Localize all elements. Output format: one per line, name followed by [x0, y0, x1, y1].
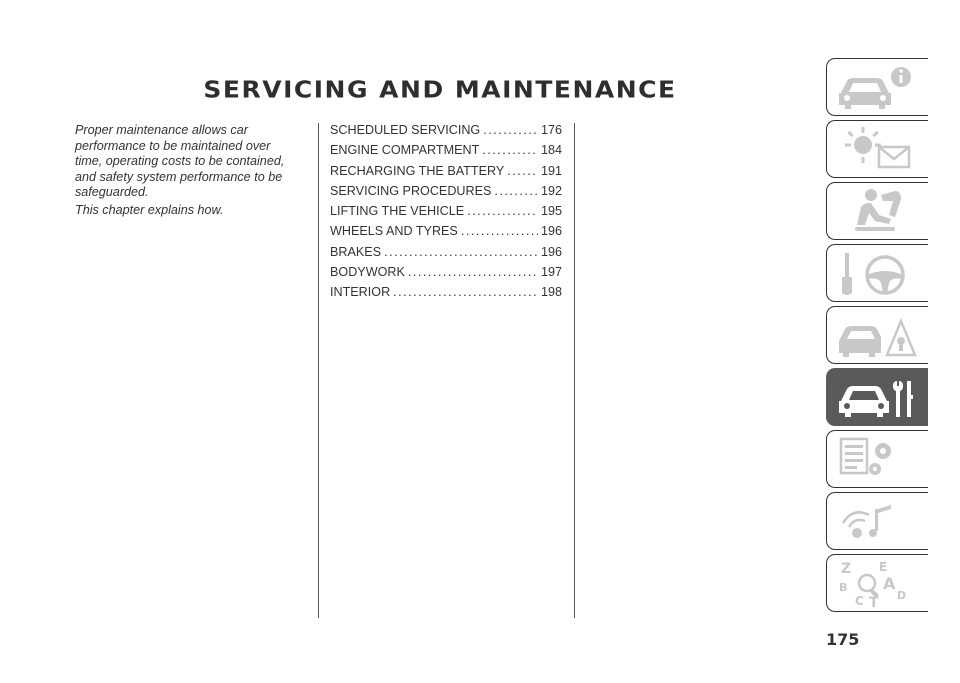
steering-key-icon	[835, 249, 919, 299]
tab-emergency[interactable]	[826, 306, 928, 364]
toc-entry[interactable]	[330, 184, 562, 204]
column-divider	[318, 123, 319, 618]
tab-warning-lights[interactable]	[826, 120, 928, 178]
toc-entry-label: LIFTING THE VEHICLE	[330, 204, 465, 219]
tab-servicing-maintenance[interactable]	[826, 368, 928, 426]
toc-entry-label: RECHARGING THE BATTERY	[330, 163, 505, 178]
tab-multimedia[interactable]	[826, 492, 928, 550]
toc-entry[interactable]	[330, 245, 562, 265]
column-divider	[574, 123, 575, 618]
technical-data-icon	[835, 435, 919, 485]
toc-entry[interactable]	[330, 224, 562, 244]
toc-entry-label: SCHEDULED SERVICING	[330, 123, 481, 137]
toc-entry[interactable]	[330, 164, 562, 184]
tab-starting-driving[interactable]	[826, 244, 928, 302]
svg-text:Z: Z	[841, 561, 852, 577]
multimedia-icon	[835, 497, 919, 547]
svg-text:C: C	[855, 594, 864, 608]
car-info-icon	[835, 63, 919, 113]
toc-entry[interactable]	[330, 123, 562, 143]
chapter-intro	[75, 123, 300, 221]
toc-leader	[393, 285, 538, 299]
index-icon	[835, 559, 919, 609]
toc-entry[interactable]	[330, 143, 562, 163]
toc-leader	[461, 224, 538, 238]
toc-leader	[507, 164, 538, 178]
toc-entry-page: 198	[540, 285, 562, 300]
toc-entry-label: BRAKES	[330, 244, 382, 259]
toc-leader	[483, 123, 538, 137]
toc-entry-page: 184	[540, 143, 562, 158]
toc-leader	[494, 184, 538, 198]
tab-car-info[interactable]	[826, 58, 928, 116]
toc-entry-page: 197	[540, 265, 562, 280]
toc-entry-page: 176	[540, 123, 562, 137]
emergency-icon	[835, 311, 919, 361]
intro-paragraph: This chapter explains how.	[75, 202, 224, 217]
toc-leader	[467, 204, 538, 218]
tab-index[interactable]	[826, 554, 928, 612]
seat-safety-icon	[835, 187, 919, 237]
svg-text:B: B	[839, 581, 848, 594]
table-of-contents	[330, 123, 562, 306]
car-maintenance-icon	[835, 373, 919, 423]
svg-text:A: A	[883, 574, 896, 593]
toc-entry-label: BODYWORK	[330, 265, 405, 280]
toc-entry-label: ENGINE COMPARTMENT	[330, 143, 480, 158]
toc-entry[interactable]	[330, 285, 562, 305]
toc-entry-label: SERVICING PROCEDURES	[330, 183, 492, 198]
toc-entry-page: 195	[540, 204, 562, 219]
tab-technical-data[interactable]	[826, 430, 928, 488]
toc-leader	[384, 245, 538, 259]
toc-leader	[482, 143, 538, 157]
page-number: 175	[826, 630, 860, 649]
page-title: SERVICING AND MAINTENANCE	[203, 75, 677, 103]
toc-entry-page: 192	[540, 183, 562, 198]
toc-entry[interactable]	[330, 265, 562, 285]
svg-text:D: D	[897, 589, 907, 602]
toc-entry-page: 191	[540, 163, 562, 178]
svg-text:T: T	[869, 595, 879, 609]
toc-entry-label: INTERIOR	[330, 285, 391, 300]
intro-paragraph: Proper maintenance allows car performance to be maintained over time, operating costs to be contained, and safety system performance to be safeguarded.	[75, 123, 285, 200]
toc-entry-page: 196	[540, 224, 562, 239]
warning-lights-icon	[835, 125, 919, 175]
toc-leader	[408, 265, 538, 279]
tab-safety[interactable]	[826, 182, 928, 240]
toc-entry[interactable]	[330, 204, 562, 224]
toc-entry-label: WHEELS AND TYRES	[330, 224, 458, 239]
toc-entry-page: 196	[540, 244, 562, 259]
svg-text:E: E	[879, 560, 888, 574]
